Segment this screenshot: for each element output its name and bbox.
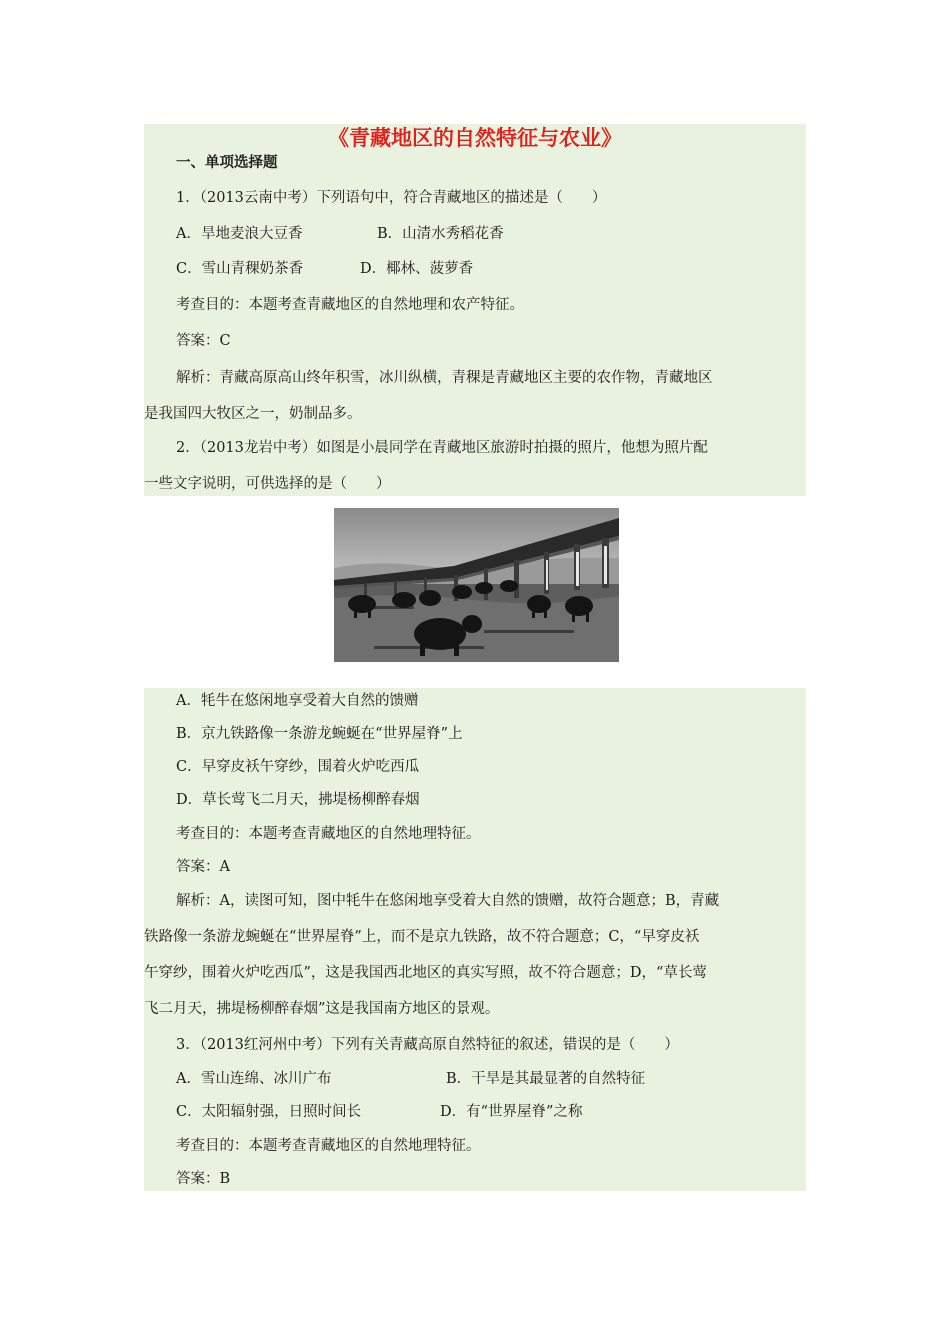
- q1-stem: 1．（2013云南中考）下列语句中，符合青藏地区的描述是（ ）: [176, 190, 607, 206]
- q1-analysis-line-2: 是我国四大牧区之一，奶制品多。: [144, 406, 362, 422]
- q3-option-a: A．雪山连绵、冰川广布: [176, 1071, 332, 1087]
- q2-answer: 答案：A: [176, 859, 230, 875]
- q2-option-a: A．牦牛在悠闲地享受着大自然的馈赠: [176, 693, 419, 709]
- q1-option-b: B．山清水秀稻花香: [377, 226, 504, 242]
- q3-options-ab: [144, 1068, 838, 1090]
- q3-answer: 答案：B: [176, 1171, 231, 1187]
- yak-railway-photo: [334, 508, 619, 662]
- q1-analysis-line-1: 解析：青藏高原高山终年积雪，冰川纵横，青稞是青藏地区主要的农作物，青藏地区: [176, 370, 713, 386]
- q2-option-b: B．京九铁路像一条游龙蜿蜒在“世界屋脊”上: [176, 726, 463, 742]
- q2-purpose: 考查目的：本题考查青藏地区的自然地理特征。: [176, 826, 481, 842]
- q2-option-c: C．早穿皮袄午穿纱，围着火炉吃西瓜: [176, 759, 420, 775]
- q3-stem: 3．（2013红河州中考）下列有关青藏高原自然特征的叙述，错误的是（ ）: [176, 1037, 679, 1053]
- q1-purpose: 考查目的：本题考查青藏地区的自然地理和农产特征。: [176, 297, 524, 313]
- q2-option-d: D．草长莺飞二月天，拂堤杨柳醉春烟: [176, 792, 420, 808]
- q3-purpose: 考查目的：本题考查青藏地区的自然地理特征。: [176, 1138, 481, 1154]
- q2-stem-line-2: 一些文字说明，可供选择的是（ ）: [144, 476, 391, 492]
- q1-options-ab: [144, 223, 838, 245]
- q2-analysis-line-1: 解析：A，读图可知，图中牦牛在悠闲地享受着大自然的馈赠，故符合题意；B，青藏: [176, 893, 720, 909]
- q3-option-b: B．干旱是其最显著的自然特征: [446, 1071, 646, 1087]
- q1-answer: 答案：C: [176, 333, 231, 349]
- document-title: 《青藏地区的自然特征与农业》: [328, 126, 622, 150]
- q1-option-c: C．雪山青稞奶茶香: [176, 261, 304, 277]
- q3-options-cd: [144, 1101, 838, 1123]
- q3-option-d: D．有“世界屋脊”之称: [440, 1104, 583, 1120]
- q2-analysis-line-3: 午穿纱，围着火炉吃西瓜”，这是我国西北地区的真实写照，故不符合题意；D，“草长莺: [144, 965, 707, 981]
- q1-options-cd: [144, 258, 838, 280]
- q2-analysis-line-4: 飞二月天，拂堤杨柳醉春烟”这是我国南方地区的景观。: [144, 1001, 500, 1017]
- q2-analysis-line-2: 铁路像一条游龙蜿蜒在“世界屋脊”上，而不是京九铁路，故不符合题意；C，“早穿皮袄: [144, 929, 700, 945]
- section-heading: 一、单项选择题: [176, 155, 278, 171]
- q1-option-a: A．旱地麦浪大豆香: [176, 226, 303, 242]
- q1-option-d: D．椰林、菠萝香: [360, 261, 474, 277]
- q3-option-c: C．太阳辐射强，日照时间长: [176, 1104, 362, 1120]
- q2-stem-line-1: 2．（2013龙岩中考）如图是小晨同学在青藏地区旅游时拍摄的照片，他想为照片配: [176, 440, 708, 456]
